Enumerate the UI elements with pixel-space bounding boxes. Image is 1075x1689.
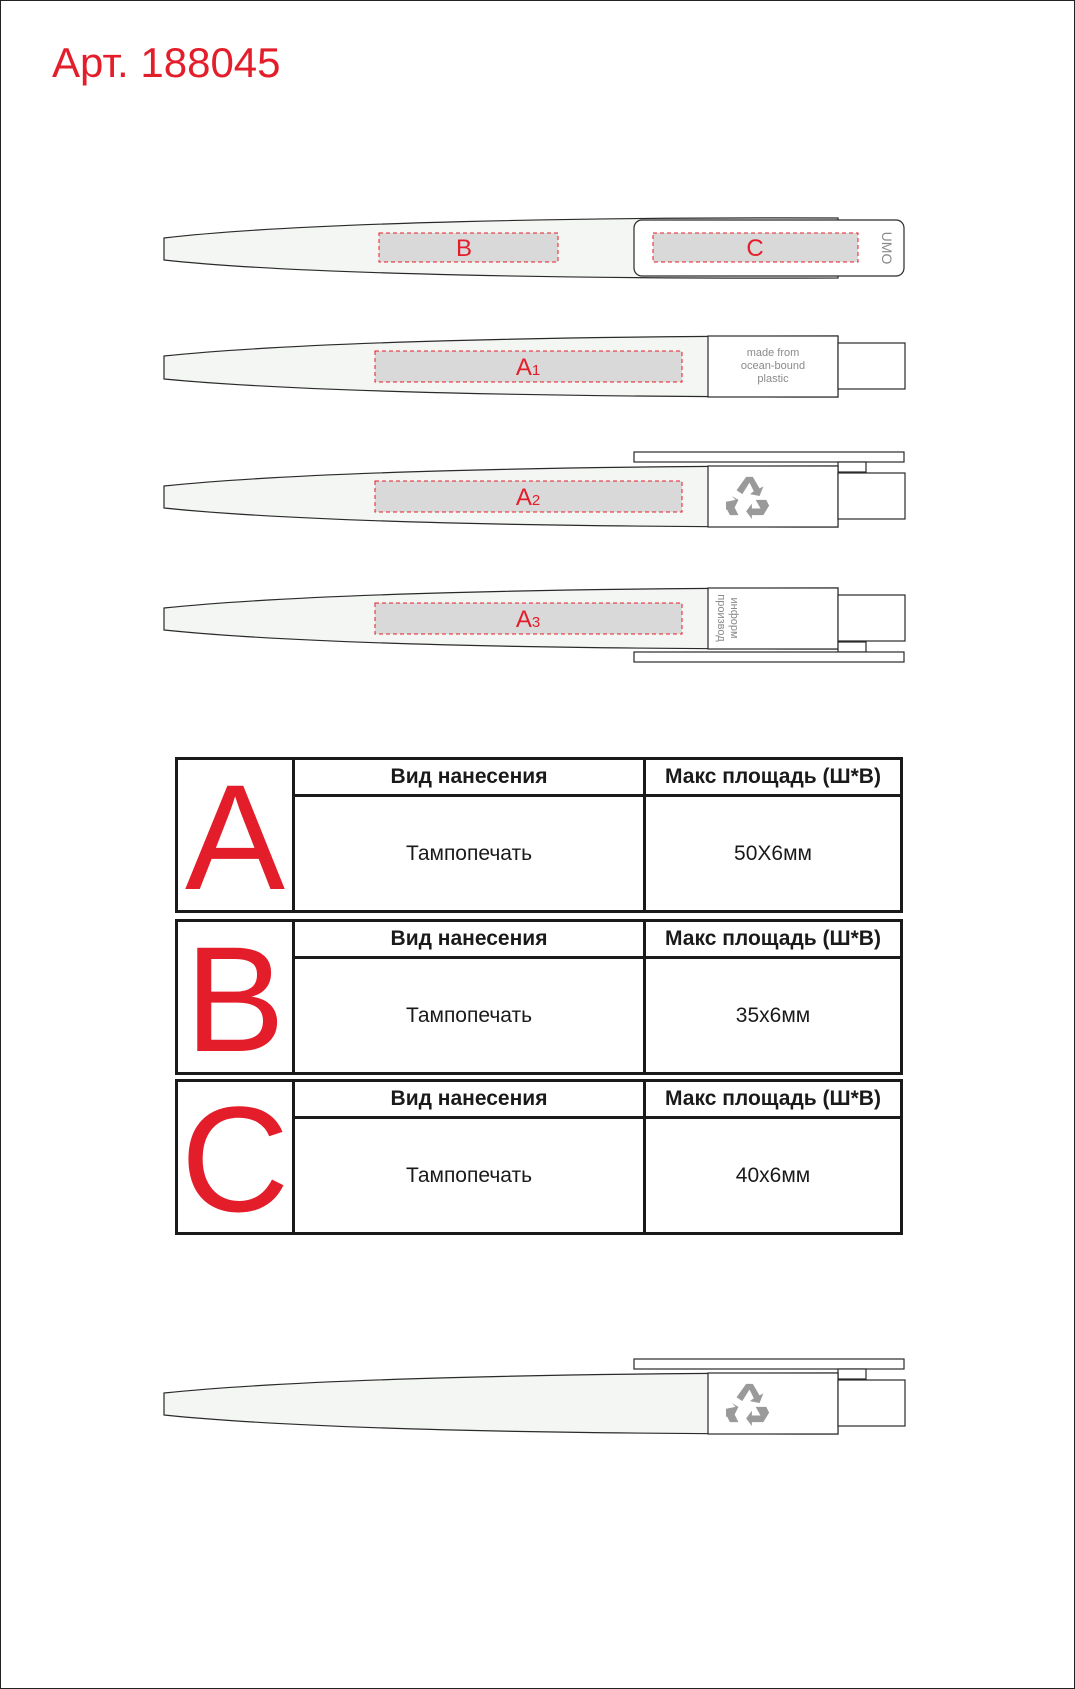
pen-grip-section: [708, 466, 838, 527]
zone-a1-label: A1: [515, 354, 541, 381]
pen-view-side-3: [164, 588, 905, 662]
zone-b-label: B: [455, 235, 473, 262]
area-value: 35x6мм: [645, 958, 902, 1074]
pen-view-side-1: [164, 336, 905, 397]
print-text-line-2: ocean-bound: [740, 360, 806, 372]
pen-button: [838, 473, 905, 519]
zone-letter-cell: [177, 915, 294, 1083]
area-header: Макс площадь (Ш*В): [645, 1081, 902, 1118]
print-text-line-1: made from: [746, 347, 800, 359]
spec-table-c: [175, 1075, 903, 1243]
method-header: Вид нанесения: [294, 1081, 645, 1118]
clip-joint: [838, 1369, 866, 1379]
area-header: Макс площадь (Ш*В): [645, 759, 902, 796]
method-value: Тампопечать: [294, 796, 645, 912]
area-value: 50X6мм: [645, 796, 902, 912]
clip: [634, 452, 904, 462]
pen-button: [838, 343, 905, 389]
zone-letter: B: [184, 915, 286, 1083]
zone-a3-label: A3: [515, 606, 541, 633]
method-value: Тампопечать: [294, 1118, 645, 1234]
zone-letter: A: [184, 753, 286, 921]
zone-c-label: C: [746, 235, 764, 262]
clip: [634, 1359, 904, 1369]
spec-table-a: [175, 753, 903, 921]
zone-letter-cell: [177, 753, 294, 921]
print-text-line-3: plastic: [757, 373, 789, 385]
pen-grip-section: [708, 1373, 838, 1434]
article-title: Арт. 188045: [52, 39, 281, 86]
pen-button: [838, 1380, 905, 1426]
zone-letter-cell: [177, 1075, 294, 1243]
clip-logo-text: UMO: [879, 231, 895, 265]
clip-joint: [838, 462, 866, 472]
pen-view-top: [164, 218, 904, 278]
print-text-line-1: информ: [728, 597, 740, 639]
method-header: Вид нанесения: [294, 921, 645, 958]
spec-table-b: [175, 915, 903, 1083]
pen-button: [838, 595, 905, 641]
area-value: 40x6мм: [645, 1118, 902, 1234]
pen-view-bottom: [164, 1359, 905, 1434]
method-value: Тампопечать: [294, 958, 645, 1074]
zone-a2-label: A2: [515, 484, 541, 511]
method-header: Вид нанесения: [294, 759, 645, 796]
clip: [634, 652, 904, 662]
zone-letter: C: [180, 1075, 290, 1243]
clip-joint: [838, 642, 866, 652]
pen-view-side-2: [164, 452, 905, 527]
area-header: Макс площадь (Ш*В): [645, 921, 902, 958]
print-text-line-2: производ: [715, 594, 727, 642]
